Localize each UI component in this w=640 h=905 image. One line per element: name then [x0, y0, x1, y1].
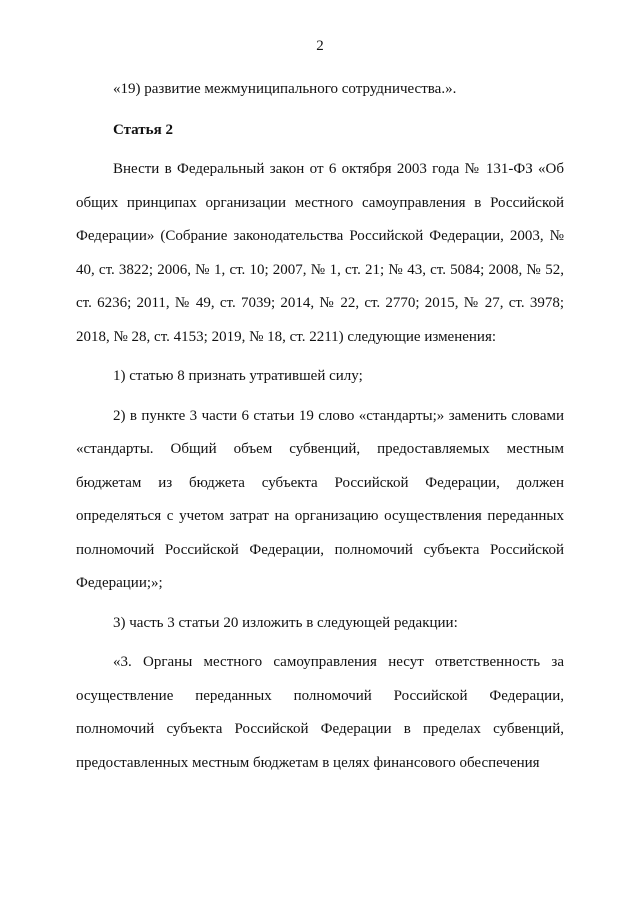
paragraph-point-2: 2) в пункте 3 части 6 статьи 19 слово «стандарты;» заменить словами «стандарты. Общий объем субвенций, предоставляемых местным бюджетам из бюджета субъекта Российской Федерации, должен определяться с учетом затрат на организацию осуществления переданных полномочий Российской Федерации, полномочий субъекта Российской Федерации;»; [76, 407, 564, 591]
document-body [76, 73, 564, 780]
paragraph-point-1: 1) статью 8 признать утратившей силу; [113, 368, 363, 384]
paragraph-item-19: «19) развитие межмуниципального сотрудничества.». [113, 81, 457, 97]
page-number: 2 [316, 38, 324, 54]
paragraph-new-text: «3. Органы местного самоуправления несут ответственность за осуществление переданных полномочий Российской Федерации, полномочий субъекта Российской Федерации в пределах субвенций, предоставленных местным бюджетам в целях финансового обеспечения [76, 654, 564, 771]
article-heading: Статья 2 [113, 121, 173, 138]
paragraph-point-3: 3) часть 3 статьи 20 изложить в следующей редакции: [113, 614, 458, 631]
paragraph-amendment-intro: Внести в Федеральный закон от 6 октября 2003 года № 131-ФЗ «Об общих принципах организации местного самоуправления в Российской Федерации» (Собрание законодательства Российской Федерации, 2003, № 40, ст. 3822; 2006, № 1, ст. 10; 2007, № 1, ст. 21; № 43, ст. 5084; 2008, № 52, ст. 6236; 2011, № 49, ст. 7039; 2014, № 22, ст. 2770; 2015, № 27, ст. 3978; 2018, № 28, ст. 4153; 2019, № 18, ст. 2211) следующие изменения: [76, 161, 564, 345]
